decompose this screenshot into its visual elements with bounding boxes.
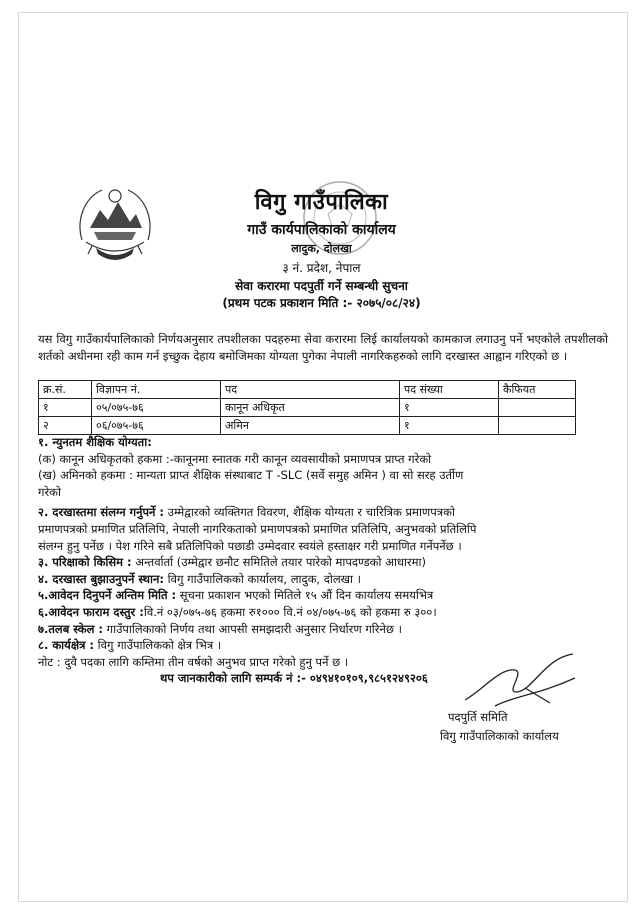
note: नोट : दुवै पदका लागि कम्तिमा तीन वर्षको अनुभव प्राप्त गरेको हुनु पर्ने छ ।	[38, 654, 349, 669]
salary-scale	[38, 621, 608, 638]
qualification-item-law-officer: (क) कानून अधिकृतको हकमा :-कानूनमा स्नातक गरी कानून व्यवसायीको प्रमाणपत्र प्राप्त गरेको	[38, 451, 432, 466]
table-row	[39, 417, 576, 435]
documents-line-1	[38, 504, 608, 521]
table-cell: १	[39, 399, 92, 417]
column-header: पद संख्या	[400, 381, 499, 399]
signatory-block	[440, 708, 559, 746]
fee-value: वि.नं ०३/०७५-७६ हकमा रु१००० वि.नं ०४/०७५-७६ को हकमा रु ३००।	[143, 604, 437, 619]
publish-date: (प्रथम पटक प्रकाशन मिति :- २०७५/०८/२४)	[222, 296, 421, 310]
submit-place-label: ४. दरखास्त बुझाउनुपर्ने स्थान:	[38, 571, 164, 586]
signatory-office: विगु गाउँपालिकाको कार्यालय	[440, 729, 559, 743]
documents-line-3: संलग्न हुनु पर्नेछ । पेश गरिने सबै प्रतिलिपिको पछाडी उम्मेदवार स्वयंले हस्ताक्षर गरी प्रमाणित गर्नेपर्नेछ ।	[38, 538, 462, 553]
submit-place-value: विगु गाउँपालिकको कार्यालय, लादुक, दोलखा ।	[163, 571, 362, 586]
salary-label: ७.तलब स्केल :	[38, 621, 103, 636]
deadline-value: सूचना प्रकाशन भएको मितिले १५ औं दिन कार्यालय समयभित्र	[176, 588, 434, 603]
signatory-committee: पदपुर्ति समिति	[448, 710, 508, 724]
table-cell: १	[400, 399, 499, 417]
office-name: गाउँ कार्यपालिकाको कार्यालय	[247, 222, 396, 238]
documents-line-2: प्रमाणपत्रको प्रमाणित प्रतिलिपि, नेपाली नागरिकताको प्रमाणपत्रको प्रमाणित प्रतिलिपि, अनुभवको प्रतिलिपि	[38, 521, 477, 536]
posts-table	[38, 380, 576, 435]
fee-label: ६.आवेदन फाराम दस्तुर :	[38, 604, 144, 619]
deadline	[38, 587, 608, 604]
application-fee	[38, 604, 608, 621]
table-cell: ०५/०७५-७६	[92, 399, 221, 417]
table-cell: २	[39, 417, 92, 435]
qualification-item-amin: (ख) अमिनको हकमा : मान्यता प्राप्त शैक्षिक संस्थाबाट T -SLC (सर्वे समुह अमिन ) वा सो सरह उर्तीण	[38, 468, 464, 483]
workplace-value: विगु गाउँपालिकको क्षेत्र भित्र ।	[94, 638, 222, 653]
exam-type	[38, 554, 608, 571]
documents-text: उम्मेद्वारको व्यक्तिगत विवरण, शैक्षिक योग्यता र चारित्रिक प्रमाणपत्रको	[164, 505, 455, 520]
documents-label: २. दरखास्तमा संलग्न गर्नुपर्ने :	[38, 505, 164, 520]
org-name: विगु गाउँपालिका	[254, 190, 389, 215]
workplace-label: ८. कार्यक्षेत्र :	[38, 638, 95, 653]
table-cell: अमिन	[221, 417, 400, 435]
qualification-item-amin-cont: गरेको	[38, 484, 61, 499]
column-header: क्र.सं.	[39, 381, 92, 399]
office-address: लादुक, दोलखा	[291, 242, 352, 255]
table-cell: ०६/०७५-७६	[92, 417, 221, 435]
deadline-label: ५.आवेदन दिनुपर्ने अन्तिम मिति :	[38, 588, 177, 603]
submit-place	[38, 571, 608, 588]
exam-value: अन्तर्वार्ता (उम्मेद्वार छनौट समितिले तयार पारेको मापदण्डको आधारमा)	[131, 555, 426, 570]
salary-value: गाउँपालिकाको निर्णय तथा आपसी समझदारी अनुसार निर्धारण गरिनेछ ।	[102, 621, 402, 636]
exam-label: ३. परिक्षाको किसिम :	[38, 555, 132, 570]
column-header: पद	[221, 381, 400, 399]
contact-line: थप जानकारीको लागि सम्पर्क नं :- ०४९४१०१०९,९८५१२४९२०६	[160, 671, 428, 686]
table-cell	[499, 399, 576, 417]
table-cell: १	[400, 417, 499, 435]
intro-paragraph: यस विगु गाउँकार्यपालिकाको निर्णयअनुसार तपशीलका पदहरुमा सेवा करारमा लिई कार्यालयको कामकाज लगाउनु पर्ने भएकोले तपशीलको शर्तको अधीनमा रही काम गर्न इच्छुक देहाय बमोजिमका योग्यता पुगेका नेपाली नागरिकहरुको लागि दरखास्त आह्वान गरिएको छ ।	[38, 332, 608, 363]
table-row	[39, 399, 576, 417]
column-header: कैफियत	[499, 381, 576, 399]
qualification-heading: १. न्युनतम शैक्षिक योग्यता:	[38, 435, 152, 449]
province: ३ नं. प्रदेश, नेपाल	[282, 261, 361, 275]
notice-title: सेवा करारमा पदपुर्ती गर्ने सम्बन्धी सुचना	[235, 279, 408, 293]
table-cell	[499, 417, 576, 435]
table-header-row	[39, 381, 576, 399]
column-header: विज्ञापन नं.	[92, 381, 221, 399]
table-cell: कानून अधिकृत	[221, 399, 400, 417]
